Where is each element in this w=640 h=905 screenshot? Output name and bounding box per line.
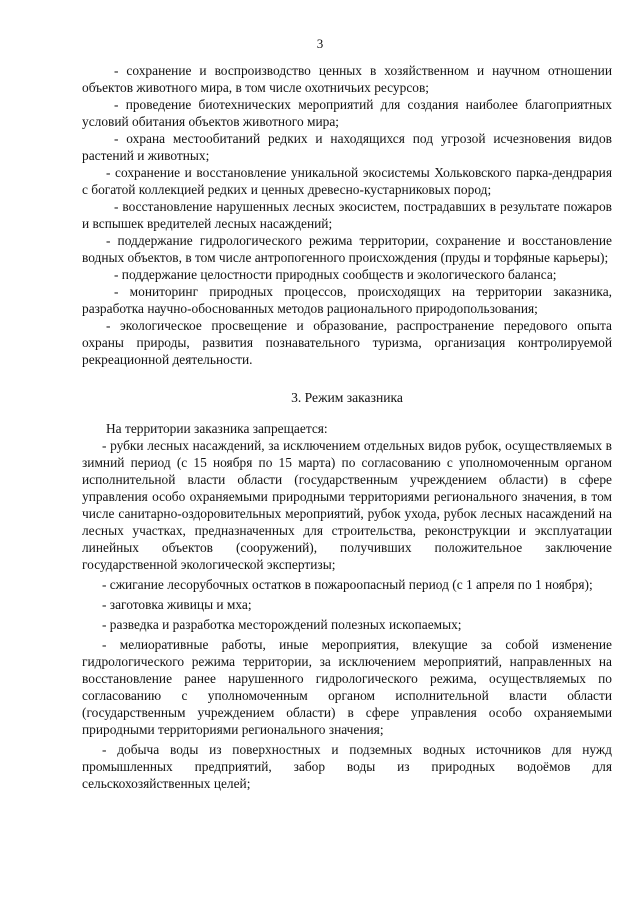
goal-item: - сохранение и восстановление уникальной экосистемы Хольковского парка-дендрария с богатой коллекцией редких и ценных древесно-кустарниковых пород; <box>82 165 612 197</box>
prohibition-item: - разведка и разработка месторождений полезных ископаемых; <box>102 617 462 632</box>
prohibition-item: - добыча воды из поверхностных и подземных водных источников для нужд промышленных предприятий, забор воды из природных водоёмов для сельскохозяйственных целей; <box>82 742 612 791</box>
goal-item: - сохранение и воспроизводство ценных в хозяйственном и научном отношении объектов животного мира, в том числе охотничьих ресурсов; <box>82 63 612 95</box>
goal-item: - поддержание целостности природных сообществ и экологического баланса; <box>114 267 557 282</box>
goal-item: - поддержание гидрологического режима территории, сохранение и восстановление водных объектов, в том числе антропогенного происхождения (пруды и торфяные карьеры); <box>82 233 612 265</box>
prohibition-item: - рубки лесных насаждений, за исключением отдельных видов рубок, осуществляемых в зимний период (с 15 ноября по 15 марта) по согласованию с уполномоченным органом исполнительной власти области (государственным учреждением области) в сфере управления особо охраняемыми природными территориями регионального значения, в том числе санитарно-оздоровительных мероприятий, рубок ухода, рубок лесных насаждений на лесных участках, предназначенных для строительства, реконструкции и эксплуатации линейных объектов (сооружений), получивших положительное заключение государственной экологической экспертизы; <box>82 438 612 572</box>
goal-item: - мониторинг природных процессов, происходящих на территории заказника, разработка научно-обоснованных методов рационального природопользования; <box>82 284 612 316</box>
prohibition-item: - мелиоративные работы, иные мероприятия, влекущие за собой изменение гидрологического режима территории, за исключением мероприятий, направленных на восстановление ранее нарушенного гидрологического режима, осуществляемых по согласованию с уполномоченным органом исполнительной власти области (государственным учреждением области) в сфере управления особо охраняемыми природными территориями регионального значения; <box>82 637 612 737</box>
prohibition-item: - заготовка живицы и мха; <box>102 597 252 612</box>
goal-item: - охрана местообитаний редких и находящихся под угрозой исчезновения видов растений и животных; <box>82 131 612 163</box>
goal-item: - восстановление нарушенных лесных экосистем, пострадавших в результате пожаров и вспышек вредителей лесных насаждений; <box>82 199 612 231</box>
section-heading: 3. Режим заказника <box>291 390 403 405</box>
prohibition-item: - сжигание лесорубочных остатков в пожароопасный период (с 1 апреля по 1 ноября); <box>102 577 593 592</box>
goal-item: - проведение биотехнических мероприятий для создания наиболее благоприятных условий обитания объектов животного мира; <box>82 97 612 129</box>
goal-item: - экологическое просвещение и образование, распространение передового опыта охраны природы, развития познавательного туризма, организация контролируемой рекреационной деятельности. <box>82 318 612 367</box>
section-intro: На территории заказника запрещается: <box>106 421 328 436</box>
page-number: 3 <box>316 36 324 51</box>
document-body <box>82 62 612 792</box>
